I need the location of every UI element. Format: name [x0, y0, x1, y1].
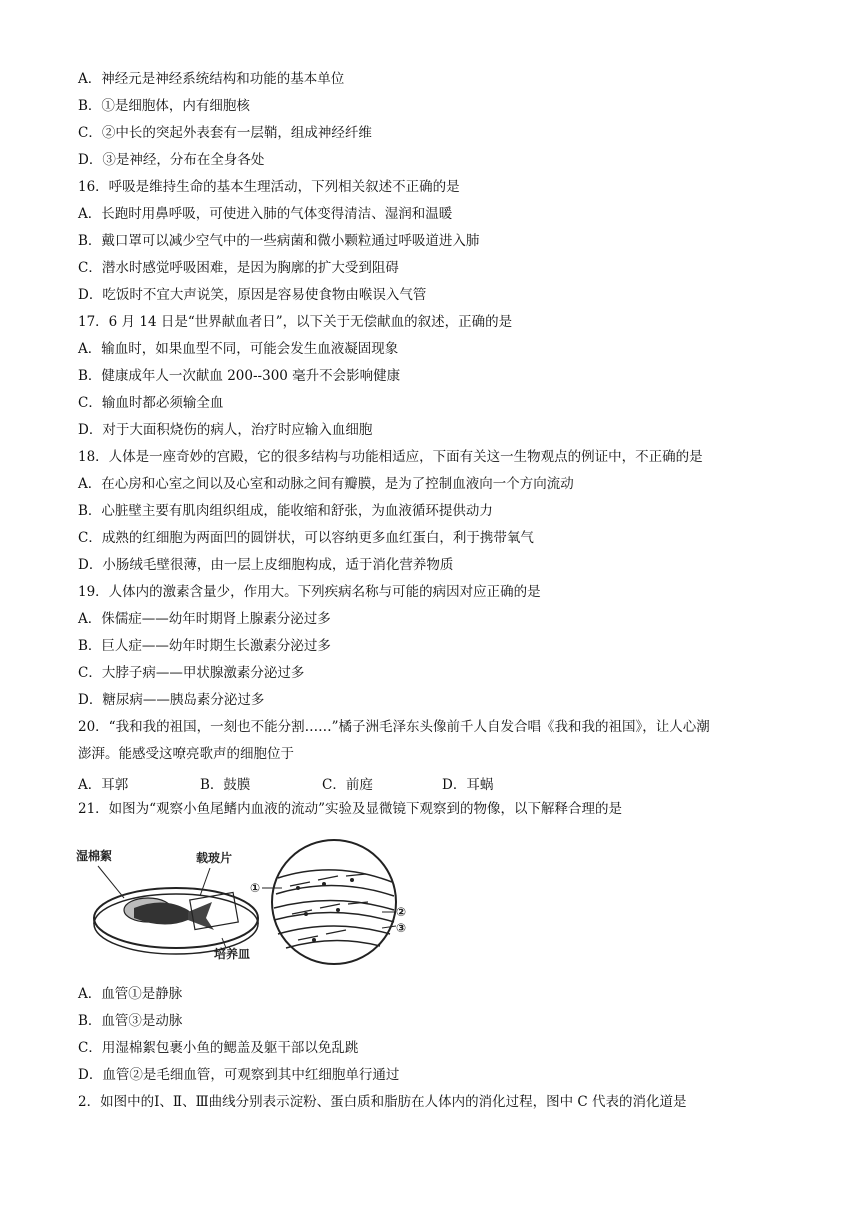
q19-option-a: A．侏儒症——幼年时期肾上腺素分泌过多	[78, 611, 331, 627]
q20-option-d: D．耳蜗	[442, 777, 494, 793]
q16-option-c: C．潜水时感觉呼吸困难，是因为胸廓的扩大受到阻碍	[78, 260, 399, 276]
q17-option-c: C．输血时都必须输全血	[78, 395, 224, 411]
petri-dish-illustration	[94, 866, 261, 954]
q20-option-b: B．鼓膜	[200, 777, 251, 793]
q21-option-c: C．用湿棉絮包裹小鱼的鳃盖及躯干部以免乱跳	[78, 1040, 359, 1056]
marker-3: ③	[396, 921, 406, 935]
q15-option-a: A．神经元是神经系统结构和功能的基本单位	[78, 71, 345, 87]
q15-option-c: C．②中长的突起外表套有一层鞘，组成神经纤维	[78, 125, 372, 141]
q17-option-d: D．对于大面积烧伤的病人，治疗时应输入血细胞	[78, 422, 373, 438]
q20-stem-line2: 澎湃。能感受这嘹亮歌声的细胞位于	[78, 746, 294, 762]
q21-option-a: A．血管①是静脉	[78, 986, 183, 1002]
q16-option-b: B．戴口罩可以减少空气中的一些病菌和微小颗粒通过呼吸道进入肺	[78, 233, 480, 249]
q18-option-a: A．在心房和心室之间以及心室和动脉之间有瓣膜，是为了控制血液向一个方向流动	[78, 476, 574, 492]
marker-2: ②	[396, 905, 406, 919]
q17-option-a: A．输血时，如果血型不同，可能会发生血液凝固现象	[78, 341, 399, 357]
label-dish: 培养皿	[214, 947, 251, 961]
label-cotton: 湿棉絮	[76, 849, 113, 863]
q16-option-d: D．吃饭时不宜大声说笑，原因是容易使食物由喉误入气管	[78, 287, 427, 303]
microscope-field	[262, 840, 396, 964]
q21-option-d: D．血管②是毛细血管，可观察到其中红细胞单行通过	[78, 1067, 400, 1083]
q18-option-c: C．成熟的红细胞为两面凹的圆饼状，可以容纳更多血红蛋白，利于携带氧气	[78, 530, 534, 546]
marker-1: ①	[250, 881, 261, 895]
q20-options	[78, 773, 778, 793]
q15-option-d: D．③是神经，分布在全身各处	[78, 152, 265, 168]
q21-option-b: B．血管③是动脉	[78, 1013, 183, 1029]
q16-stem: 16．呼吸是维持生命的基本生理活动，下列相关叙述不正确的是	[78, 179, 460, 195]
q19-option-d: D．糖尿病——胰岛素分泌过多	[78, 692, 265, 708]
q19-option-c: C．大脖子病——甲状腺激素分泌过多	[78, 665, 305, 681]
q18-option-d: D．小肠绒毛壁很薄，由一层上皮细胞构成，适于消化营养物质	[78, 557, 454, 573]
q20-option-a: A．耳郭	[78, 777, 129, 793]
q17-stem: 17．6 月 14 日是“世界献血者日”，以下关于无偿献血的叙述，正确的是	[78, 314, 513, 330]
q19-option-b: B．巨人症——幼年时期生长激素分泌过多	[78, 638, 331, 654]
q20-stem-line1: 20．“我和我的祖国，一刻也不能分割……”橘子洲毛泽东头像前千人自发合唱《我和我的祖国》，让人心潮	[78, 719, 710, 735]
q2-stem: 2．如图中的Ⅰ、Ⅱ、Ⅲ曲线分别表示淀粉、蛋白质和脂肪在人体内的消化过程，图中 C 代表的消化道是	[78, 1094, 687, 1110]
q18-stem: 18．人体是一座奇妙的宫殿，它的很多结构与功能相适应，下面有关这一生物观点的例证中，不正确的是	[78, 449, 703, 465]
q20-option-c: C．前庭	[322, 777, 373, 793]
q17-option-b: B．健康成年人一次献血 200--300 毫升不会影响健康	[78, 368, 401, 384]
q21-stem: 21．如图为“观察小鱼尾鳍内血液的流动”实验及显微镜下观察到的物像，以下解释合理的是	[78, 801, 622, 817]
q16-option-a: A．长跑时用鼻呼吸，可使进入肺的气体变得清洁、湿润和温暖	[78, 206, 453, 222]
q15-option-b: B．①是细胞体，内有细胞核	[78, 98, 250, 114]
fish-tail-experiment-figure	[76, 830, 406, 980]
label-slide: 载玻片	[196, 851, 233, 865]
q18-option-b: B．心脏壁主要有肌肉组织组成，能收缩和舒张，为血液循环提供动力	[78, 503, 493, 519]
q19-stem: 19．人体内的激素含量少，作用大。下列疾病名称与可能的病因对应正确的是	[78, 584, 541, 600]
